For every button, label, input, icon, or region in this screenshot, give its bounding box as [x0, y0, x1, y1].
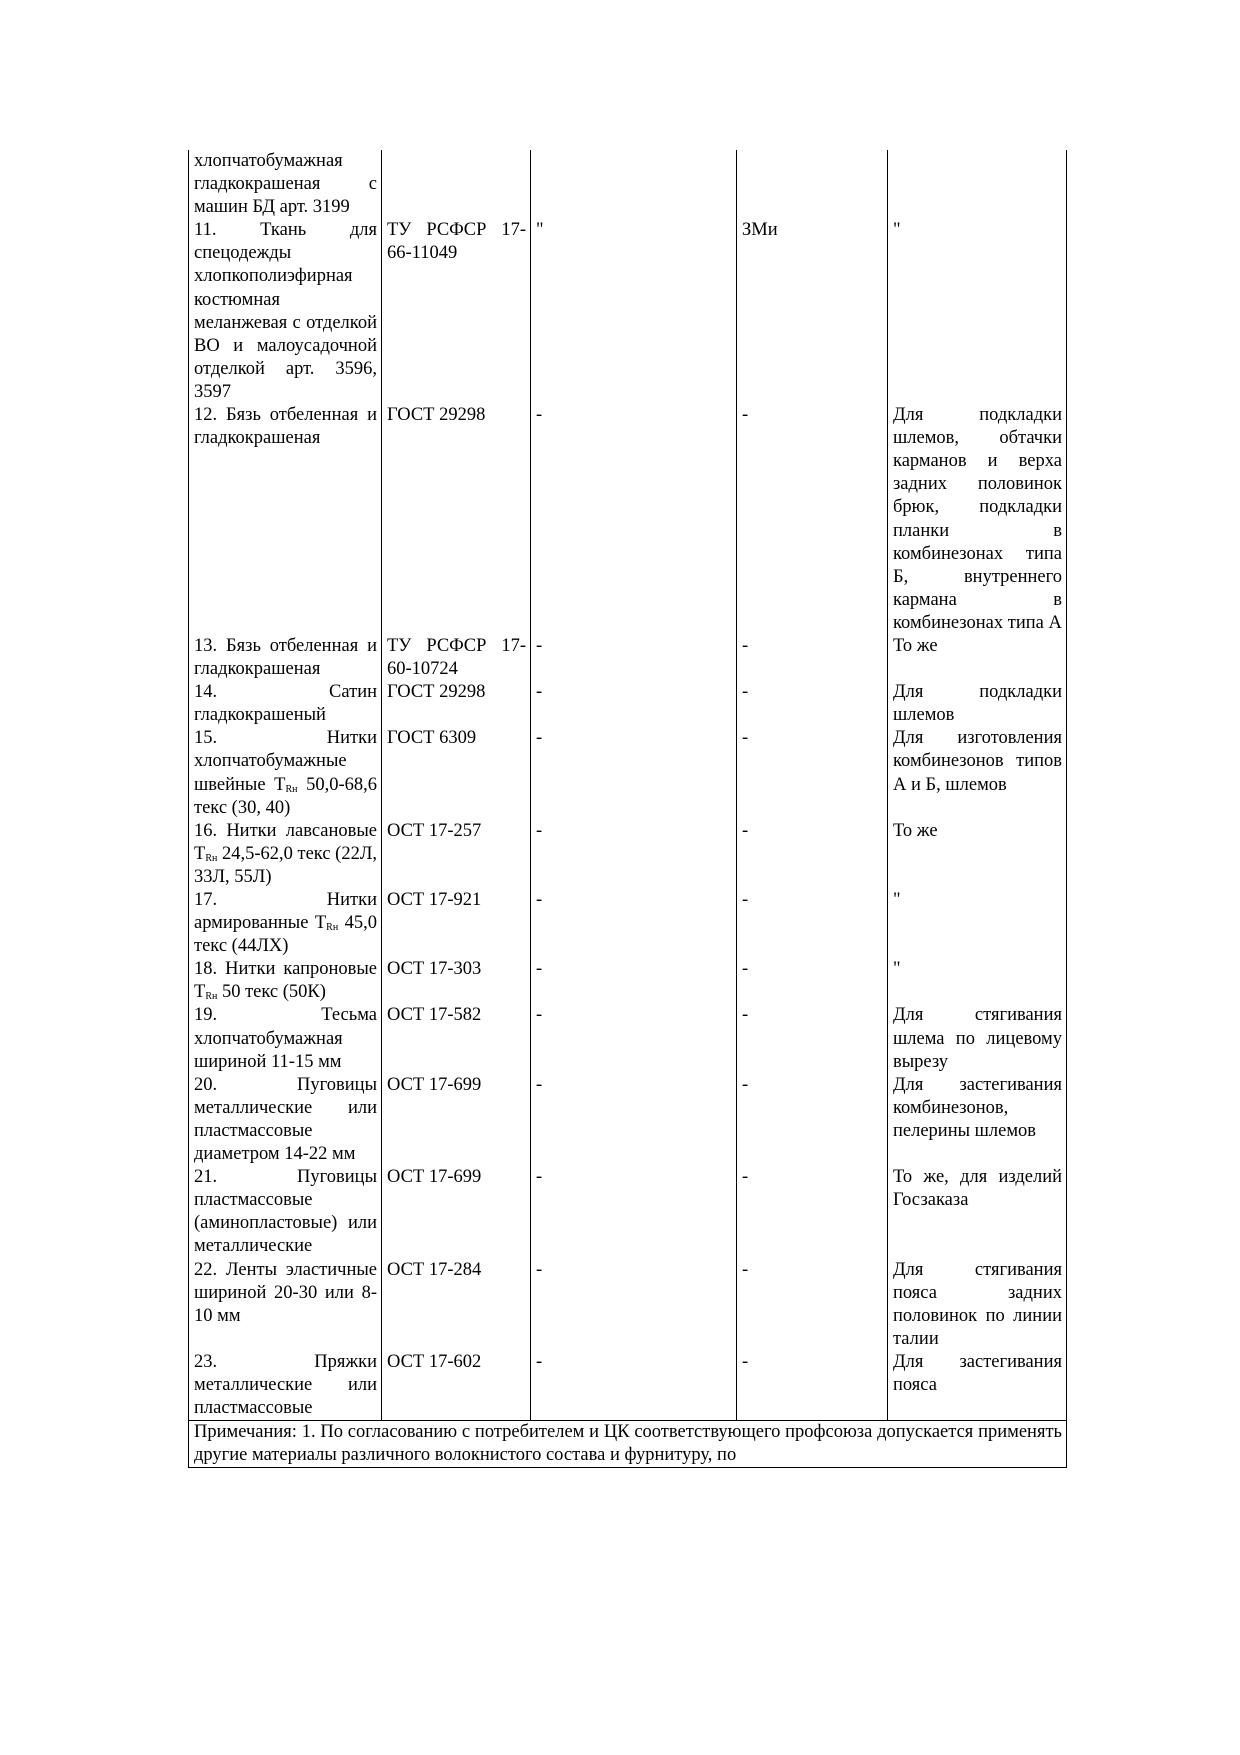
material-name-part: 24,5-62,0 текс (22Л, 33Л, 55Л) — [194, 843, 377, 887]
purpose-note-cell: Для стягивания шлема по лицевому вырезу — [888, 1004, 1067, 1073]
column-3-cell: - — [531, 1004, 737, 1073]
purpose-note-cell: Для стягивания пояса задних половинок по линии талии — [888, 1259, 1067, 1351]
column-4-cell: - — [737, 1074, 888, 1166]
table-row — [189, 681, 1067, 727]
purpose-note-cell — [888, 150, 1067, 219]
notes-text: Примечания: 1. По согласованию с потребителем и ЦК соответствующего профсоюза допускается применять другие материалы различного волокнистого состава и фурнитуру, по — [194, 1422, 1062, 1466]
column-4-cell: - — [737, 1351, 888, 1421]
material-name-cell — [189, 889, 382, 958]
purpose-note-cell: " — [888, 958, 1067, 1004]
standard-doc-cell: ОСТ 17-602 — [382, 1351, 531, 1421]
material-name-cell — [189, 727, 382, 819]
column-4-cell: - — [737, 635, 888, 681]
subscript: Rн — [205, 991, 218, 1003]
column-3-cell: - — [531, 635, 737, 681]
column-3-cell: - — [531, 1166, 737, 1258]
standard-doc-cell: ОСТ 17-921 — [382, 889, 531, 958]
subscript: Rн — [205, 852, 218, 864]
table-row — [189, 150, 1067, 219]
table-row — [189, 727, 1067, 819]
material-name-part: 45,0 текс (44ЛХ) — [194, 913, 378, 957]
purpose-note-cell: Для подкладки шлемов — [888, 681, 1067, 727]
material-name-cell: 11. Ткань для спецодежды хлопкополиэфирная костюмная меланжевая с отделкой ВО и малоусадочной отделкой арт. 3596, 3597 — [189, 219, 382, 404]
column-3-cell: - — [531, 1074, 737, 1166]
purpose-note-cell: Для застегивания комбинезонов, пелерины шлемов — [888, 1074, 1067, 1166]
notes-row — [189, 1421, 1067, 1468]
column-3-cell: - — [531, 820, 737, 889]
column-4-cell: - — [737, 958, 888, 1004]
table-row — [189, 404, 1067, 635]
column-3-cell: - — [531, 889, 737, 958]
column-4-cell: - — [737, 1166, 888, 1258]
standard-doc-cell: ГОСТ 6309 — [382, 727, 531, 819]
column-4-cell: - — [737, 820, 888, 889]
column-3-cell: - — [531, 727, 737, 819]
purpose-note-cell: То же — [888, 635, 1067, 681]
table-row — [189, 1259, 1067, 1351]
table-row — [189, 1351, 1067, 1421]
material-name-cell: 20. Пуговицы металлические или пластмассовые диаметром 14-22 мм — [189, 1074, 382, 1166]
column-3-cell: - — [531, 1351, 737, 1421]
standard-doc-cell: ГОСТ 29298 — [382, 404, 531, 635]
column-4-cell: - — [737, 889, 888, 958]
column-3-cell: - — [531, 681, 737, 727]
table-row — [189, 1166, 1067, 1258]
material-name-cell: 19. Тесьма хлопчатобумажная шириной 11-15 мм — [189, 1004, 382, 1073]
notes-cell — [189, 1421, 1067, 1468]
column-4-cell — [737, 150, 888, 219]
column-4-cell: ЗМи — [737, 219, 888, 404]
material-name-part: 17. Нитки армированные Т — [194, 890, 377, 934]
standard-doc-cell: ОСТ 17-303 — [382, 958, 531, 1004]
table-row — [189, 1004, 1067, 1073]
material-name-cell: 23. Пряжки металлические или пластмассовые — [189, 1351, 382, 1421]
material-name-part: 18. Нитки капроновые Т — [194, 959, 377, 1003]
material-name-part: 15. Нитки хлопчатобумажные швейные Т — [194, 728, 377, 795]
column-4-cell: - — [737, 404, 888, 635]
standard-doc-cell: ОСТ 17-582 — [382, 1004, 531, 1073]
material-name-cell: 13. Бязь отбеленная и гладкокрашеная — [189, 635, 382, 681]
material-name-cell — [189, 820, 382, 889]
standard-doc-cell: ТУ РСФСР 17-66-11049 — [382, 219, 531, 404]
material-name-part: 50,0-68,6 текс (30, 40) — [194, 774, 377, 818]
subscript: Rн — [326, 922, 339, 934]
purpose-note-cell: " — [888, 219, 1067, 404]
materials-table-page — [188, 150, 1066, 1468]
standard-doc-cell: ОСТ 17-699 — [382, 1166, 531, 1258]
standard-doc-cell: ТУ РСФСР 17-60-10724 — [382, 635, 531, 681]
material-name-cell: 22. Ленты эластичные шириной 20-30 или 8-10 мм — [189, 1259, 382, 1351]
column-3-cell: " — [531, 219, 737, 404]
column-4-cell: - — [737, 681, 888, 727]
purpose-note-cell: " — [888, 889, 1067, 958]
materials-table — [188, 150, 1067, 1468]
purpose-note-cell: Для застегивания пояса — [888, 1351, 1067, 1421]
subscript: Rн — [285, 783, 298, 795]
table-row — [189, 1074, 1067, 1166]
standard-doc-cell: ГОСТ 29298 — [382, 681, 531, 727]
purpose-note-cell: То же, для изделий Госзаказа — [888, 1166, 1067, 1258]
column-3-cell: - — [531, 404, 737, 635]
table-row — [189, 219, 1067, 404]
material-name-cell: 12. Бязь отбеленная и гладкокрашеная — [189, 404, 382, 635]
material-name-part: 50 текс (50К) — [217, 982, 326, 1003]
column-3-cell: - — [531, 1259, 737, 1351]
purpose-note-cell: Для изготовления комбинезонов типов А и Б, шлемов — [888, 727, 1067, 819]
standard-doc-cell: ОСТ 17-699 — [382, 1074, 531, 1166]
column-4-cell: - — [737, 1004, 888, 1073]
standard-doc-cell: ОСТ 17-257 — [382, 820, 531, 889]
material-name-part: 16. Нитки лавсановые Т — [194, 820, 377, 864]
material-name-cell: 14. Сатин гладкокрашеный — [189, 681, 382, 727]
table-row — [189, 820, 1067, 889]
column-4-cell: - — [737, 727, 888, 819]
table-row — [189, 635, 1067, 681]
purpose-note-cell: То же — [888, 820, 1067, 889]
material-name-cell — [189, 958, 382, 1004]
purpose-note-cell: Для подкладки шлемов, обтачки карманов и верха задних половинок брюк, подкладки планки в комбинезонах типа Б, внутреннего кармана в комбинезонах типа А — [888, 404, 1067, 635]
column-4-cell: - — [737, 1259, 888, 1351]
column-3-cell: - — [531, 958, 737, 1004]
material-name-cell: 21. Пуговицы пластмассовые (аминопластовые) или металлические — [189, 1166, 382, 1258]
column-3-cell — [531, 150, 737, 219]
table-row — [189, 889, 1067, 958]
standard-doc-cell — [382, 150, 531, 219]
standard-doc-cell: ОСТ 17-284 — [382, 1259, 531, 1351]
material-name-cell: хлопчатобумажная гладкокрашеная с машин БД арт. 3199 — [189, 150, 382, 219]
table-row — [189, 958, 1067, 1004]
